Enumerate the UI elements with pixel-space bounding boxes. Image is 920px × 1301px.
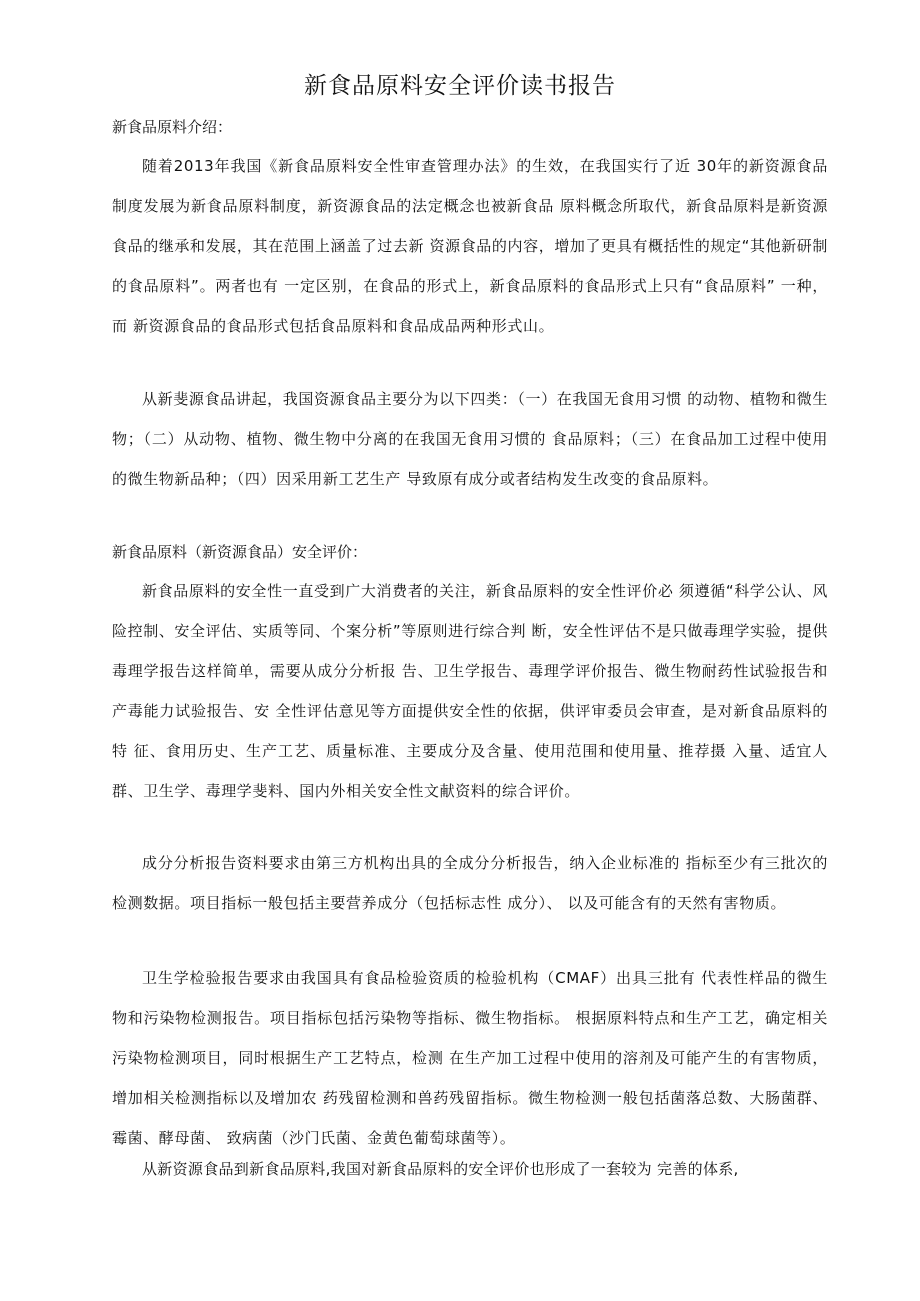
document-title: 新食品原料安全评价读书报告 xyxy=(304,73,616,99)
paragraph-conclusion-start: 从新资源食品到新食品原料,我国对新食品原料的安全评价也形成了一套较为 完善的体系, xyxy=(142,1160,739,1178)
paragraph-safety-1: 新食品原料的安全性一直受到广大消费者的关注，新食品原料的安全性评价必 须遵循“科学公认、风险控制、安全评估、实质等同、个案分析”等原则进行综合判 断，安全性评估不是只做毒理学实验，提供毒理学报告这样简单，需要从成分分析报 告、卫生学报告、毒理学评价报告、微生物耐药性试验报告和产毒能力试验报告、安 全性评估意见等方面提供安全性的依据，供评审委员会审查，是对新食品原料的特 征、食用历史、生产工艺、质量标准、主要成分及含量、使用范围和使用量、推荐摄 入量、适宜人群、卫生学、毒理学斐料、国内外相关安全性文献资料的综合评价。 xyxy=(112,582,828,800)
paragraph-composition-analysis: 成分分析报告资料要求由第三方机构出具的全成分分析报告，纳入企业标准的 指标至少有三批次的检测数据。项目指标一般包括主要营养成分（包括标志性 成分）、 以及可能含有的天然有害物质。 xyxy=(112,854,828,912)
section-heading-introduction: 新食品原料介绍： xyxy=(112,118,233,136)
section-heading-safety-evaluation: 新食品原料（新资源食品）安全评价： xyxy=(112,543,368,561)
paragraph-intro-2: 从新斐源食品讲起，我国资源食品主要分为以下四类：（一）在我国无食用习惯 的动物、植物和微生物；（二）从动物、植物、微生物中分离的在我国无食用习惯的 食品原料；（三）在食品加工过程中使用的微生物新品种；（四）因采用新工艺生产 导致原有成分或者结构发生改变的食品原料。 xyxy=(112,390,828,488)
paragraph-hygiene-report: 卫生学检验报告要求由我国具有食品检验资质的检验机构（CMAF）出具三批有 代表性样品的微生物和污染物检测报告。项目指标包括污染物等指标、微生物指标。 根据原料特点和生产工艺，确定相关污染物检测项目，同时根据生产工艺特点，检测 在生产加工过程中使用的溶剂及可能产生的有害物质，增加相关检测指标以及增加农 药残留检测和兽药残留指标。微生物检测一般包括菌落总数、大肠菌群、霉菌、酵母菌、 致病菌（沙门氏菌、金黄色葡萄球菌等）。 xyxy=(112,969,828,1147)
paragraph-intro-1: 随着2013年我国《新食品原料安全性审查管理办法》的生效，在我国实行了近 30年的新资源食品制度发展为新食品原料制度，新资源食品的法定概念也被新食品 原料概念所取代，新食品原料是新资源食品的继承和发展，其在范围上涵盖了过去新 资源食品的内容，增加了更具有概括性的规定“其他新研制的食品原料”。两者也有 一定区别，在食品的形式上，新食品原料的食品形式上只有“食品原料” 一种，而 新资源食品的食品形式包括食品原料和食品成品两种形式山。 xyxy=(112,157,828,335)
